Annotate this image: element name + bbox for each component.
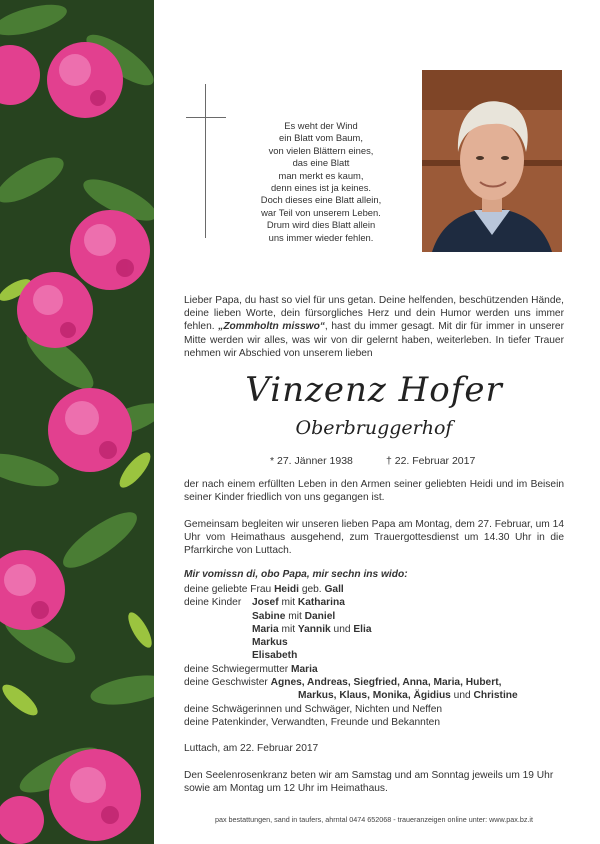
rosary-paragraph: Den Seelenrosenkranz beten wir am Samstag und am Sonntag jeweils um 19 Uhr sowie am Montag um 12 Uhr im Heimathaus. — [184, 770, 554, 795]
mourner-name: Maria — [291, 663, 318, 675]
flower-photo — [0, 0, 154, 844]
mourner-name: Heidi — [274, 584, 299, 595]
poem-line: ein Blatt vom Baum, — [279, 132, 363, 144]
footer-imprint: pax bestattungen, sand in taufers, ahrntal 0474 652068 - traueranzeigen online unter: www.pax.bz.it — [214, 815, 534, 824]
mourner-row — [184, 689, 564, 702]
intro-text: Lieber Papa, du hast so viel für uns getan. Deine helfenden, beschützenden Hände, deine lieben Worte, dein fürsorgliches Herz und dein Humor werden uns immer fehlen. — [184, 295, 564, 333]
farewell-motto: Mir vomissn di, obo Papa, mir sechn ins wido: — [184, 569, 408, 580]
mourner-row — [184, 716, 564, 729]
birth-date: * 27. Jänner 1938 — [270, 455, 353, 467]
mourner-name: Josef — [252, 597, 279, 609]
farm-name: Oberbruggerhof — [295, 417, 453, 439]
mourners-list — [184, 583, 564, 729]
relation-label: mit — [285, 610, 305, 622]
death-date: † 22. Februar 2017 — [386, 455, 476, 467]
mourner-name: Elisabeth — [252, 650, 298, 662]
poem-line: denn eines ist ja keines. — [270, 182, 372, 194]
mourner-name: Markus — [252, 637, 288, 649]
intro-quote: „Zommholtn misswo“ — [218, 321, 325, 333]
mourner-row — [184, 583, 564, 596]
mourner-name: Christine — [473, 690, 518, 702]
mourner-name: Daniel — [304, 610, 336, 622]
poem — [246, 120, 396, 244]
relation-label: deine Patenkinder, Verwandten, Freunde und Bekannten — [184, 716, 441, 728]
mourner-name: Gall — [324, 584, 344, 595]
poem-line: Doch dieses eine Blatt allein, — [260, 194, 382, 206]
poem-line: das eine Blatt — [292, 157, 350, 169]
cross-symbol — [186, 84, 226, 238]
mourner-name: Agnes, Andreas, Siegfried, Anna, Maria, Hubert, — [270, 677, 502, 689]
poem-line: Es weht der Wind — [284, 120, 358, 131]
portrait-photo — [422, 70, 562, 252]
mourner-name: Maria — [252, 623, 279, 635]
place-date: Luttach, am 22. Februar 2017 — [184, 743, 319, 754]
relation-label: geb. — [298, 584, 325, 595]
mourner-row — [184, 636, 564, 649]
poem-line: Drum wird dies Blatt allein — [266, 219, 376, 231]
mourner-name: Sabine — [252, 610, 286, 622]
relation-label: deine geliebte Frau — [184, 584, 275, 595]
intro-text: , hast du immer gesagt. Mit dir für immer in unserer Mitte werden wir alles, was wir von dir gelernt haben, weiterleben. In tiefer Trauer nehmen wir Abschied von unserem lieben — [184, 321, 564, 359]
relation-label: deine Kinder — [184, 597, 242, 609]
mourner-name: Yannik — [297, 623, 331, 635]
intro-paragraph — [184, 294, 564, 360]
mourner-row — [184, 649, 564, 662]
relation-label: mit — [278, 597, 298, 609]
passing-paragraph: der nach einem erfüllten Leben in den Armen seiner geliebten Heidi und im Beisein seiner Kinder friedlich von uns gegangen ist. — [184, 479, 564, 504]
mourner-row — [184, 703, 564, 716]
mourner-name: Markus, Klaus, Monika, Ägidius — [298, 690, 451, 702]
poem-line: uns immer wieder fehlen. — [268, 231, 374, 243]
mourner-name: Katharina — [297, 597, 345, 609]
mourner-row — [184, 596, 564, 609]
mourner-name: Elia — [353, 623, 372, 635]
mourner-row — [184, 623, 564, 636]
funeral-paragraph: Gemeinsam begleiten wir unseren lieben Papa am Montag, dem 27. Februar, um 14 Uhr vom Heimathaus ausgehend, zum Trauergottesdienst um 14.30 Uhr in die Pfarrkirche von Luttach. — [184, 519, 564, 557]
relation-label: und — [450, 690, 474, 702]
relation-label: mit — [278, 623, 298, 635]
deceased-name: Vinzenz Hofer — [245, 370, 503, 410]
mourner-row — [184, 663, 564, 676]
poem-line: von vielen Blättern eines, — [268, 144, 374, 156]
relation-label: deine Schwiegermutter — [184, 663, 292, 675]
relation-label: deine Geschwister — [184, 677, 271, 689]
poem-line: war Teil von unserem Leben. — [261, 206, 381, 218]
mourner-row — [184, 610, 564, 623]
poem-line: man merkt es kaum, — [278, 169, 364, 181]
relation-label: deine Schwägerinnen und Schwäger, Nichten und Neffen — [184, 703, 443, 715]
mourner-row — [184, 676, 564, 689]
relation-label: und — [330, 623, 354, 635]
